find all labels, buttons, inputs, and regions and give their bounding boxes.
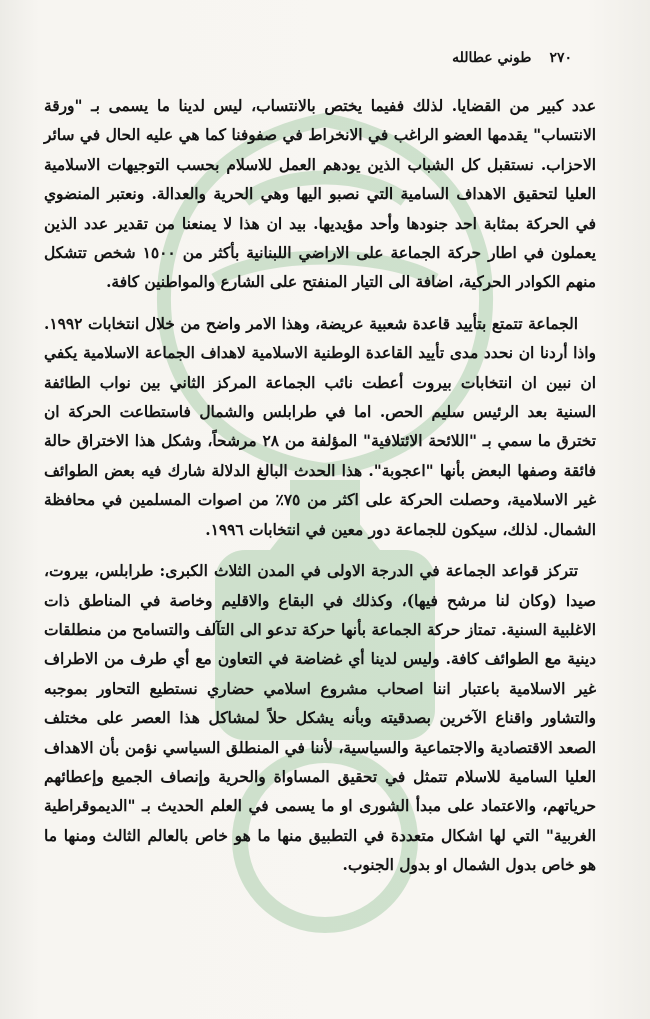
running-title-author: طوني عطالله [452,50,532,66]
paragraph: عدد كبير من القضايا. لذلك ففيما يختص بالانتساب، ليس لدينا ما يسمى بـ "ورقة الانتساب" يقدمها العضو الراغب في الانخراط في صفوفنا كما هي عليه الحال في سائر الاحزاب. نستقبل كل الشباب الذين يودهم العمل للاسلام بحسب التوجيهات الاسلامية العليا لتحقيق الاهداف السامية التي نصبو اليها وهي الحرية والعدالة. ونعتبر المنضوي في الحركة بمثابة احد جنودها وأحد مؤيديها. بيد ان هذا لا يمنعنا من تقدير عدد الذين يعملون في اطار حركة الجماعة على الاراضي اللبنانية بأكثر من ١٥٠٠ شخص تتشكل منهم الكوادر الحركية، اضافة الى التيار المنفتح على الشارع والمواطنين كافة. [44,97,596,292]
page-header [452,50,572,66]
text-body [44,92,596,893]
paragraph: تتركز قواعد الجماعة في الدرجة الاولى في المدن الثلاث الكبرى: طرابلس، بيروت، صيدا (وكان لنا مرشح فيها)، وكذلك في البقاع والاقليم وخاصة في المناطق ذات الاغلبية السنية. تمتاز حركة الجماعة بأنها حركة تدعو الى التآلف والتسامح من منطلقات دينية مع الطوائف كافة. وليس لدينا أي غضاضة في التعاون مع أي طرف من الاطراف غير الاسلامية باعتبار اننا اصحاب مشروع اسلامي حضاري نستطيع التحاور بموجبه والتشاور واقناع الآخرين بصدقيته وبأنه يشكل حلاً لمشاكل هذا العصر على مختلف الصعد الاقتصادية والاجتماعية والسياسية، لأننا في المنطلق السياسي نؤمن بأن الاهداف العليا السامية للاسلام تتمثل في تحقيق المساواة والحرية وإنصاف الجميع وإعطائهم حرياتهم، والاعتماد على مبدأ الشورى او ما يسمى في العلم الحديث بـ "الديموقراطية الغربية" التي لها اشكال متعددة في التطبيق منها ما هو خاص بالعالم الثالث ومنها ما هو خاص بدول الشمال او بدول الجنوب. [44,562,596,875]
page-number: ٢٧٠ [549,50,572,66]
paragraph: الجماعة تتمتع بتأييد قاعدة شعبية عريضة، وهذا الامر واضح من خلال انتخابات ١٩٩٢. واذا أردنا ان نحدد مدى تأييد القاعدة الوطنية الاسلامية لاهداف الجماعة الاسلامية يكفي ان نبين ان انتخابات بيروت أعطت نائب الجماعة المركز الثاني بين نواب الطائفة السنية بعد الرئيس سليم الحص. اما في طرابلس والشمال فاستطاعت الحركة ان تخترق ما سمي بـ "اللائحة الائتلافية" المؤلفة من ٢٨ مرشحاً، وشكل هذا الاختراق حالة فائقة وصفها البعض بأنها "اعجوبة". هذا الحدث البالغ الدلالة شارك فيه بعض الطوائف غير الاسلامية، وحصلت الحركة على اكثر من ٧٥٪ من اصوات المسلمين في محافظة الشمال. لذلك، سيكون للجماعة دور معين في انتخابات ١٩٩٦. [44,314,596,539]
